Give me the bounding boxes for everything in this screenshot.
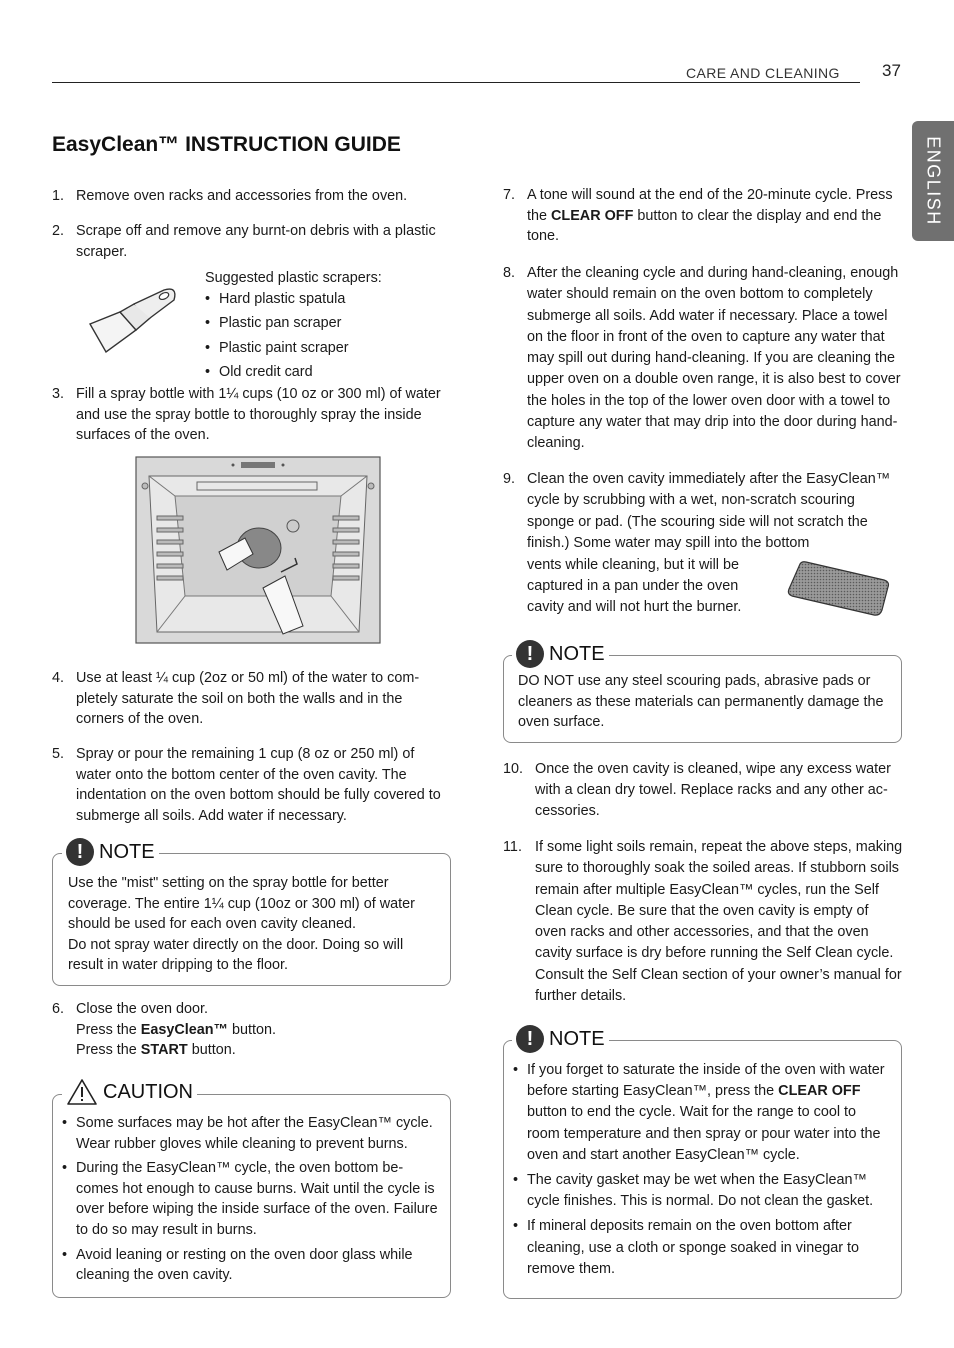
step-6-line-2: Press the EasyClean™ button.: [76, 1021, 276, 1038]
step-9: 9. Clean the oven cavity immediately after the EasyClean™ cycle by scrubbing with a wet, non-scratch scouring sponge or pad. (The scouring side will not scratch the finish.) Some water may spill into the bottom vents while cleaning, but it will be captured in a pan under the oven cavity and will not hurt the burner.: [503, 469, 903, 619]
section-label: CARE AND CLEANING: [686, 65, 840, 81]
page-title: EasyClean™ INSTRUCTION GUIDE: [52, 133, 401, 156]
step-4: 4. Use at least ¼ cup (2oz or 50 ml) of the water to com-pletely saturate the soil on both the walls and in the corners of the oven.: [52, 668, 452, 730]
caution-item: • Some surfaces may be hot after the EasyClean™ cycle. Wear rubber gloves while cleaning to prevent burns.: [62, 1113, 438, 1154]
step-2-text: Scrape off and remove any burnt-on debris with a plastic scraper.: [76, 223, 436, 260]
step-1: 1. Remove oven racks and accessories from the oven.: [52, 186, 452, 207]
step-9-text: Clean the oven cavity immediately after the EasyClean™ cycle by scrubbing with a wet, non-scratch scouring sponge or pad. (The scouring side will not scratch the finish.) Some water may spill into the bottom: [527, 471, 891, 552]
caution-heading: [62, 1078, 197, 1106]
step-10: 10. Once the oven cavity is cleaned, wipe any excess water with a clean dry towel. Replace racks and any other ac-cessories.: [503, 759, 903, 823]
note-3-item: • If you forget to saturate the inside of the oven with water before starting EasyClean™, press the CLEAR OFF button to end the cycle. Wait for the range to cool to room temperature and then spray or pour water into the oven and start another EasyClean™ cycle.: [513, 1060, 889, 1166]
oven-spray-illustration: [135, 456, 381, 651]
note-1-text: Use the "mist" setting on the spray bottle for better coverage. The entire 1¼ cup (10oz or 300 ml) of water should be used for each oven cavity cleaned. Do not spray water directly on the door. Doing so will result in water dripping to the floor.: [68, 875, 415, 974]
step-3: 3. Fill a spray bottle with 1¼ cups (10 oz or 300 ml) of water and use the spray bottle to thoroughly spray the inside surfaces of the oven.: [52, 384, 452, 446]
step-7: 7. A tone will sound at the end of the 20-minute cycle. Press the CLEAR OFF button to clear the display and end the tone.: [503, 185, 903, 247]
note-heading-3: [512, 1025, 609, 1053]
scraper-item: • Plastic paint scraper: [205, 338, 445, 359]
step-6: 6. Close the oven door. Press the EasyClean™ button. Press the START button.: [52, 999, 452, 1061]
step-9-text-b: vents while cleaning, but it will be captured in a pan under the oven cavity and will not hurt the burner.: [527, 556, 742, 616]
caution-label: CAUTION: [103, 1080, 193, 1103]
scraper-suggestions: [205, 268, 445, 387]
step-6-line-1: Close the oven door.: [76, 1001, 209, 1017]
language-tab: [912, 121, 954, 241]
note-heading-2: [512, 640, 609, 668]
step-1-text: Remove oven racks and accessories from the oven.: [76, 188, 408, 204]
step-5: 5. Spray or pour the remaining 1 cup (8 oz or 250 ml) of water onto the bottom center of the oven cavity. The indentation on the oven bottom should be fully covered to submerge all soils. Add water if necessary.: [52, 744, 452, 826]
step-4-text: Use at least ¼ cup (2oz or 50 ml) of the water to com-pletely saturate the soil on both the walls and in the corners of the oven.: [76, 670, 420, 728]
header-rule: [52, 82, 860, 83]
note-3-item: • If mineral deposits remain on the oven bottom after cleaning, use a cloth or sponge soaked in vinegar to remove them.: [513, 1216, 889, 1280]
step-8: 8. After the cleaning cycle and during hand-cleaning, enough water should remain on the oven bottom to completely submerge all soils. Add water if necessary. Place a towel on the floor in front of the oven to capture any water that may spill out during hand-cleaning. If you are cleaning the upper oven on a double oven range, it is also best to cover the holes in the top of the lower oven door with a towel to capture any water that may drip into the door during hand-cleaning.: [503, 263, 903, 455]
caution-text: [62, 1113, 438, 1290]
scraper-item: • Plastic pan scraper: [205, 313, 445, 334]
note-label: NOTE: [549, 642, 605, 665]
step-8-text: After the cleaning cycle and during hand-cleaning, enough water should remain on the oven bottom to completely submerge all soils. Add water if necessary. Place a towel on the floor in front of the oven to capture any water that may spill out during hand-cleaning. If you are cleaning the upper oven on a double oven range, it is also best to cover the holes in the top of the lower oven door with a towel to capture any water that may drip into the door during hand-cleaning.: [527, 265, 901, 452]
exclamation-icon: !: [66, 838, 94, 866]
note-3-item: • The cavity gasket may be wet when the EasyClean™ cycle finishes. This is normal. Do not clean the gasket.: [513, 1170, 889, 1212]
step-11: 11. If some light soils remain, repeat the above steps, making sure to thoroughly soak the soiled areas. If stubborn soils remain after multiple EasyClean™ cycles, run the Self Clean cycle. Be sure that the oven cavity is empty of oven racks and other accessories, and that the oven cavity surface is dry before running the Self Clean cycle. Consult the Self Clean section of your owner’s manual for further details.: [503, 837, 903, 1007]
step-2: 2. Scrape off and remove any burnt-on debris with a plastic scraper.: [52, 221, 452, 262]
scraper-heading: Suggested plastic scrapers:: [205, 270, 382, 286]
caution-item: • During the EasyClean™ cycle, the oven bottom be-comes hot enough to cause burns. Wait until the cycle is over before wiping the inside surface of the oven. Failure to do so may result in burns.: [62, 1158, 438, 1240]
step-5-text: Spray or pour the remaining 1 cup (8 oz or 250 ml) of water onto the bottom center of the oven cavity. The indentation on the oven bottom should be fully covered to submerge all soils. Add water if necessary.: [76, 746, 441, 824]
scraper-item: • Old credit card: [205, 362, 445, 383]
step-6-line-3: Press the START button.: [76, 1042, 236, 1059]
note-3-text: [513, 1060, 889, 1284]
language-tab-label: ENGLISH: [923, 136, 944, 226]
step-3-text: Fill a spray bottle with 1¼ cups (10 oz or 300 ml) of water and use the spray bottle to thoroughly spray the inside surfaces of the oven.: [76, 386, 441, 444]
exclamation-icon: !: [516, 1025, 544, 1053]
step-7-text: A tone will sound at the end of the 20-minute cycle. Press the CLEAR OFF button to clear the display and end the tone.: [527, 187, 893, 245]
scouring-pad-illustration: [786, 560, 892, 625]
plastic-scraper-illustration: [86, 284, 182, 363]
step-10-text: Once the oven cavity is cleaned, wipe any excess water with a clean dry towel. Replace racks and any other ac-cessories.: [535, 761, 891, 820]
caution-item: • Avoid leaning or resting on the oven door glass while cleaning the oven cavity.: [62, 1245, 438, 1286]
note-heading-1: [62, 838, 159, 866]
step-11-text: If some light soils remain, repeat the above steps, making sure to thoroughly soak the soiled areas. If stubborn soils remain after multiple EasyClean™ cycles, run the Self Clean cycle. Be sure that the oven cavity is empty of oven racks and other accessories, and that the oven cavity surface is dry before running the Self Clean cycle. Consult the Self Clean section of your owner’s manual for further details.: [535, 839, 903, 1005]
note-2-text: DO NOT use any steel scouring pads, abrasive pads or cleaners as these materials can permanently damage the oven surface.: [518, 673, 884, 731]
exclamation-icon: !: [516, 640, 544, 668]
page-number: 37: [882, 61, 901, 80]
warning-triangle-icon: [66, 1078, 98, 1106]
scraper-item: • Hard plastic spatula: [205, 289, 445, 310]
note-label: NOTE: [549, 1027, 605, 1050]
note-label: NOTE: [99, 840, 155, 863]
